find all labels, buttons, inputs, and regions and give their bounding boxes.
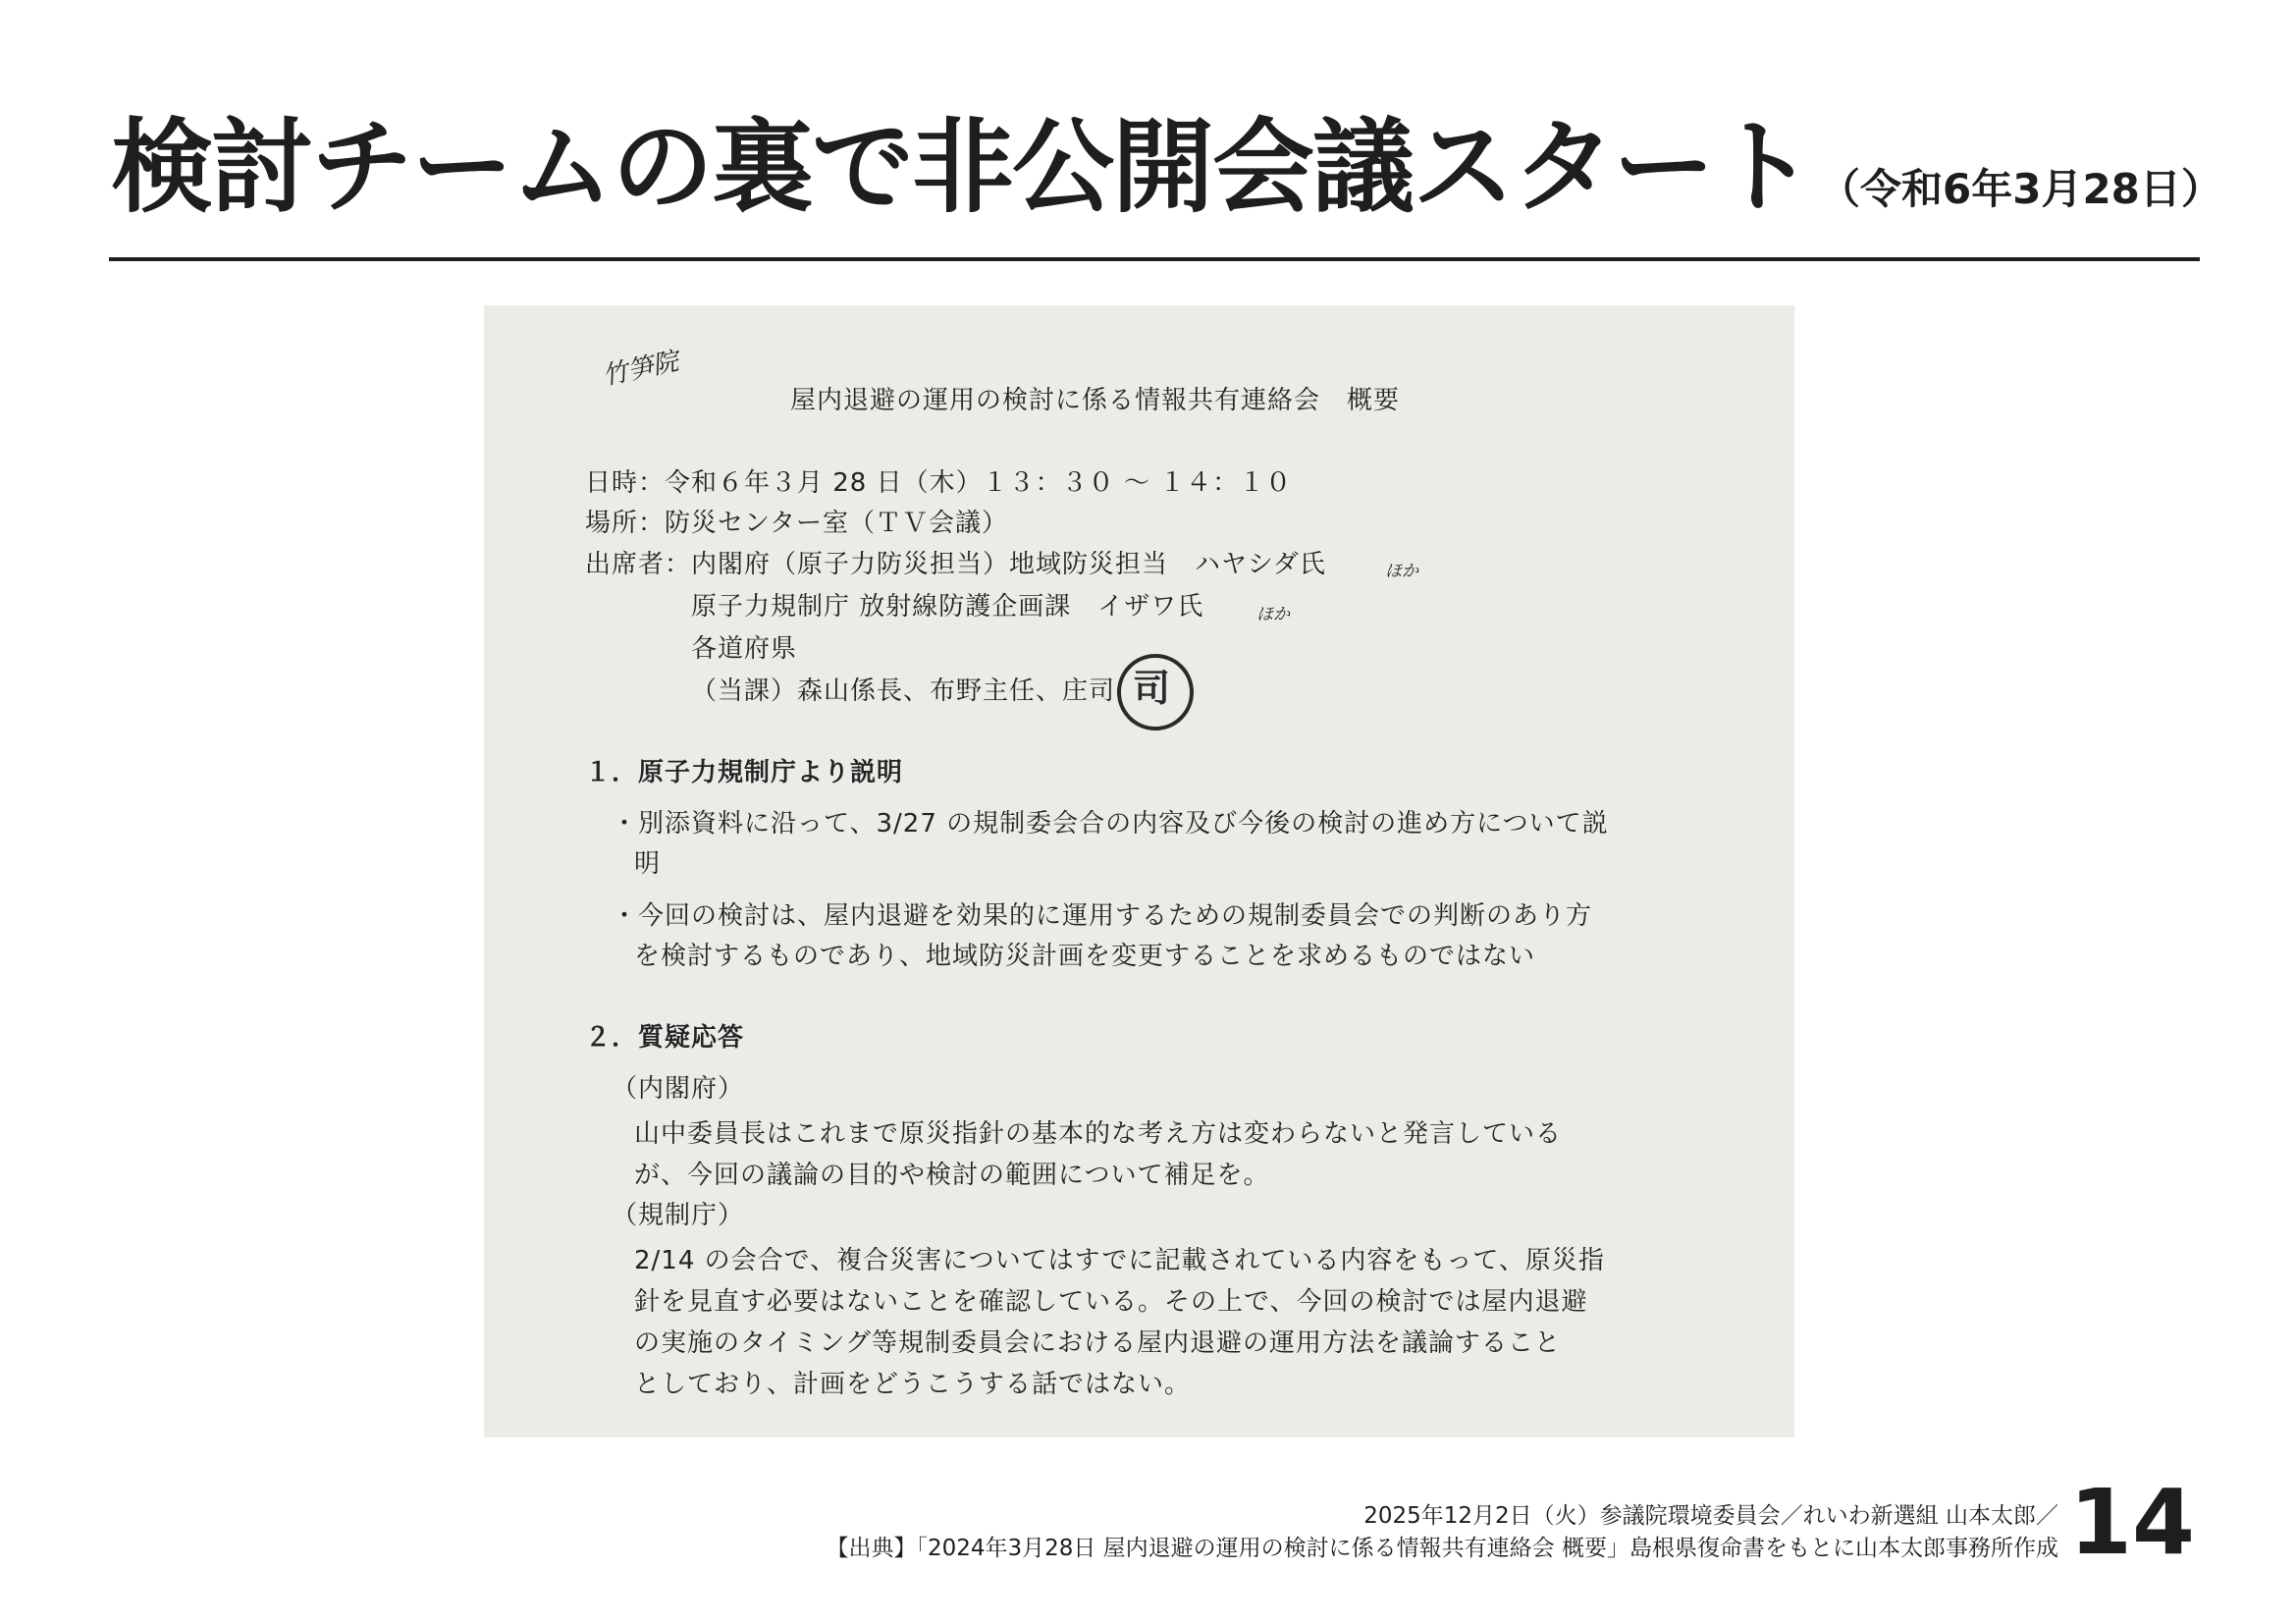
handwritten-hoka: ほか bbox=[1385, 562, 1418, 581]
meeting-datetime: 日時：令和６年３月 28 日（木）１３：３０ ～ １４：１０ bbox=[585, 468, 1293, 498]
section-heading: ２．質疑応答 bbox=[585, 1023, 745, 1053]
answer-line: としており、計画をどうこうする話ではない。 bbox=[634, 1370, 1192, 1399]
footer-line-1: 2025年12月2日（火）参議院環境委員会／れいわ新選組 山本太郎／ bbox=[1363, 1503, 2058, 1529]
title-divider bbox=[109, 257, 2200, 261]
slide-title: 検討チームの裏で非公開会議スタート bbox=[111, 107, 1814, 227]
attendee-line: 各道府県 bbox=[691, 634, 798, 664]
seal-character: 司 bbox=[1133, 667, 1171, 710]
bullet-line: ・別添資料に沿って、3/27 の規制委会合の内容及び今後の検討の進め方について説 bbox=[612, 809, 1609, 839]
scanned-document bbox=[484, 305, 1794, 1437]
handwritten-hoka: ほか bbox=[1256, 605, 1290, 624]
attendee-line: 原子力規制庁 放射線防護企画課 イザワ氏 bbox=[691, 592, 1204, 622]
speaker-label: （規制庁） bbox=[612, 1201, 745, 1230]
attendee-line: 出席者：内閣府（原子力防災担当）地域防災担当 ハヤシダ氏 bbox=[585, 550, 1326, 579]
attendee-line: （当課）森山係長、布野主任、庄司 bbox=[691, 677, 1116, 706]
question-line: 山中委員長はこれまで原災指針の基本的な考え方は変わらないと発言している bbox=[634, 1119, 1563, 1149]
answer-line: の実施のタイミング等規制委員会における屋内退避の運用方法を議論すること bbox=[634, 1328, 1561, 1358]
bullet-line: 明 bbox=[634, 849, 662, 879]
bullet-line: を検討するものであり、地域防災計画を変更することを求めるものではない bbox=[634, 942, 1536, 971]
answer-line: 針を見直す必要はないことを確認している。その上で、今回の検討では屋内退避 bbox=[634, 1287, 1588, 1317]
speaker-label: （内閣府） bbox=[612, 1074, 745, 1104]
footer-meta bbox=[826, 1500, 2058, 1565]
question-line: が、今回の議論の目的や検討の範囲について補足を。 bbox=[634, 1161, 1270, 1190]
page-number: 14 bbox=[2068, 1470, 2195, 1575]
answer-line: 2/14 の会合で、複合災害についてはすでに記載されている内容をもって、原災指 bbox=[634, 1246, 1605, 1275]
seal-stamp bbox=[1117, 654, 1194, 731]
section-heading: １．原子力規制庁より説明 bbox=[585, 758, 904, 787]
slide-title-date: （令和6年3月28日） bbox=[1819, 165, 2222, 213]
slide-title-row bbox=[111, 107, 2222, 227]
meeting-place: 場所：防災センター室（ＴＶ会議） bbox=[585, 509, 1008, 538]
footer-source: 【出典】「2024年3月28日 屋内退避の運用の検討に係る情報共有連絡会 概要」島根県復命書をもとに山本太郎事務所作成 bbox=[826, 1536, 2058, 1561]
document-title: 屋内退避の運用の検討に係る情報共有連絡会 概要 bbox=[790, 386, 1401, 415]
handwritten-note: 竹笋院 bbox=[600, 347, 681, 392]
bullet-line: ・今回の検討は、屋内退避を効果的に運用するための規制委員会での判断のあり方 bbox=[612, 901, 1593, 931]
